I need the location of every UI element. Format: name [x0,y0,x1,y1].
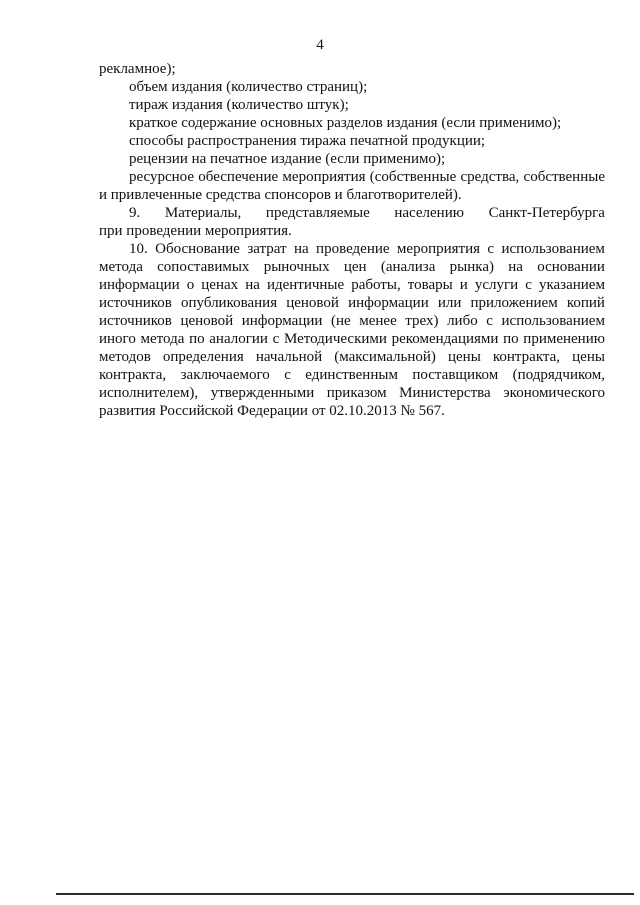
word: (не [330,313,351,329]
word: обеспечение [198,169,279,185]
word: товары [407,277,453,293]
word: контракта, [99,367,167,383]
word: рынка) [449,259,494,275]
word: ресурсное [129,169,195,185]
word: применению [523,331,605,347]
word: приказом [326,385,387,401]
word: утвержденными [210,385,315,401]
word: (собственные [369,169,457,185]
word: аналогии [209,331,268,347]
word: Обоснование [155,241,240,257]
word: сопоставимых [157,259,250,275]
text-line-justified [99,312,605,330]
word: услуги [474,277,519,293]
word: информации [99,277,180,293]
word: приложением [470,295,558,311]
document-body [99,60,605,420]
item-number: 10. [129,241,148,257]
word: начальной [255,349,323,365]
word: иного [99,331,136,347]
word: представляемые [265,205,370,221]
text-line-justified [99,294,605,312]
word: (максимальной) [334,349,436,365]
word: основании [537,259,605,275]
word: на [245,277,260,293]
word: с [525,277,532,293]
word: Методическими [283,331,387,347]
word: цены [448,349,481,365]
word: трех) [405,313,439,329]
word: единственным [305,367,398,383]
word: менее [359,313,397,329]
word: на [293,241,309,257]
word: указанием [538,277,605,293]
word: копий [566,295,605,311]
word: контракта, [492,349,561,365]
text-line: и привлеченные средства спонсоров и благотворителей). [99,187,462,203]
word: метода [99,259,143,275]
text-line-justified [99,240,605,258]
text-line-justified [99,168,605,186]
word: по [503,331,519,347]
word: идентичные [266,277,345,293]
word: исполнителем), [99,385,199,401]
word: опубликования [180,295,278,311]
word: Материалы, [164,205,242,221]
word: (анализа [380,259,436,275]
word: населению [394,205,464,221]
word: ценовой [180,313,234,329]
text-line: способы распространения тиража печатной продукции; [129,133,486,149]
text-line-justified [99,384,605,402]
word: цен [343,259,367,275]
text-line: развития Российской Федерации от 02.10.2013 № 567. [99,403,445,419]
word: рекомендациями [391,331,499,347]
word: мероприятия [282,169,366,185]
text-line-justified [99,204,605,222]
text-line: рецензии на печатное издание (если применимо); [129,151,446,167]
word: с [486,313,493,329]
word: метода [140,331,185,347]
word: с [272,331,280,347]
text-line: краткое содержание основных разделов издания (если применимо); [129,115,562,131]
text-line: рекламное); [99,61,176,77]
page-number: 4 [316,37,324,53]
word: работы, [351,277,401,293]
word: средства, [460,169,520,185]
word: мероприятия [396,241,481,257]
word: с [284,367,291,383]
text-line: при проведении мероприятия. [99,223,292,239]
word: рыночных [263,259,330,275]
text-line-justified [99,258,605,276]
word: использованием [501,241,605,257]
word: источников [99,313,172,329]
word: ценах [201,277,239,293]
item-number: 9. [129,205,141,221]
word: или [437,295,462,311]
text-line-justified [99,276,605,294]
word: цены [572,349,605,365]
word: затрат [247,241,287,257]
word: ценовой [286,295,339,311]
word: Санкт-Петербурга [488,205,605,221]
word: (подрядчиком, [512,367,605,383]
word: заключаемого [180,367,270,383]
text-line-justified [99,366,605,384]
word: на [508,259,523,275]
word: собственные [523,169,605,185]
word: с [487,241,495,257]
text-line: объем издания (количество страниц); [129,79,368,95]
text-line: тираж издания (количество штук); [129,97,349,113]
word: либо [447,313,478,329]
scan-edge-line [56,893,634,895]
word: поставщиком [412,367,499,383]
word: использованием [501,313,605,329]
text-line-justified [99,348,605,366]
word: информации [348,295,429,311]
word: источников [99,295,172,311]
word: и [459,277,468,293]
text-line-justified [99,330,605,348]
word: определения [162,349,244,365]
word: методов [99,349,151,365]
word: по [189,331,205,347]
word: о [186,277,195,293]
word: проведение [316,241,390,257]
word: Министерства [399,385,491,401]
word: экономического [503,385,605,401]
word: информации [241,313,323,329]
